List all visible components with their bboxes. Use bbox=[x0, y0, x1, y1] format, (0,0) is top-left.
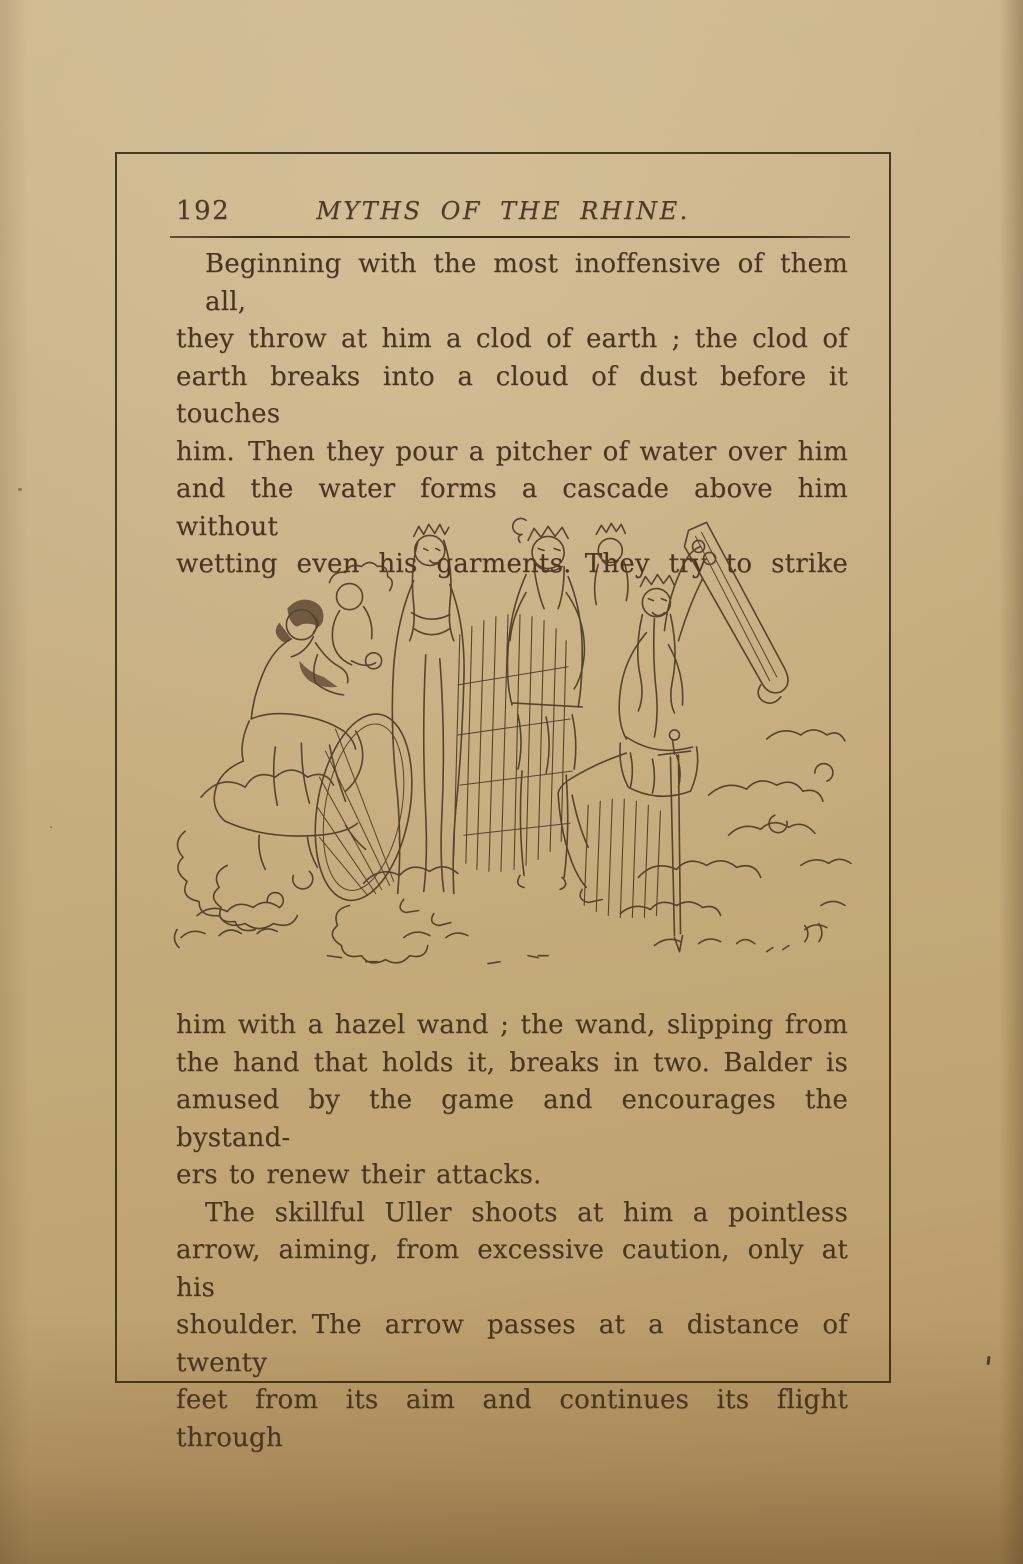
cloud-lines bbox=[201, 770, 333, 797]
text-line: Beginning with the most inoffensive of them all, bbox=[205, 249, 848, 317]
ink-speck bbox=[50, 826, 52, 828]
club bbox=[684, 522, 787, 692]
text-line: ers to renew their attacks. bbox=[176, 1160, 542, 1190]
text-line: arrow, aiming, from excessive caution, only at his bbox=[176, 1235, 848, 1303]
header-rule bbox=[170, 236, 850, 238]
paragraph-block-bottom bbox=[176, 1007, 848, 1457]
figure-balder bbox=[414, 524, 449, 536]
running-head bbox=[176, 194, 830, 226]
ink-speck bbox=[18, 488, 22, 491]
text-line: the hand that holds it, breaks in two. Balder is bbox=[176, 1047, 848, 1078]
text-line: they throw at him a clod of earth ; the clod of bbox=[176, 324, 848, 354]
page-border-frame bbox=[115, 152, 891, 1453]
text-line: shoulder. The arrow passes at a distance of twenty bbox=[176, 1310, 848, 1378]
text-line: amused by the game and encourages the bystand- bbox=[176, 1085, 848, 1153]
engraving-illustration bbox=[167, 484, 859, 986]
text-line: and the water forms a cascade above him without bbox=[176, 474, 848, 542]
text-line: him with a hazel wand ; the wand, slipping from bbox=[176, 1010, 848, 1040]
figure-crowned-head bbox=[596, 523, 625, 534]
text-line: wetting even his garments. They try to strike bbox=[176, 549, 848, 579]
text-line: feet from its aim and continues its flight through bbox=[176, 1385, 848, 1453]
shield bbox=[302, 706, 426, 908]
text-line: The skillful Uller shoots at him a pointless bbox=[205, 1197, 848, 1228]
text-line: earth breaks into a cloud of dust before it touches bbox=[176, 361, 848, 429]
figure-onlooker bbox=[329, 563, 392, 591]
figure-bearded-god bbox=[513, 518, 526, 542]
figure-club-god bbox=[640, 575, 674, 587]
text-line: him. Then they pour a pitcher of water over him bbox=[176, 436, 848, 467]
running-header-title: MYTHS OF THE RHINE. bbox=[316, 197, 690, 225]
ink-mark bbox=[986, 1356, 990, 1365]
sword bbox=[669, 730, 679, 740]
page-number: 192 bbox=[176, 196, 231, 226]
